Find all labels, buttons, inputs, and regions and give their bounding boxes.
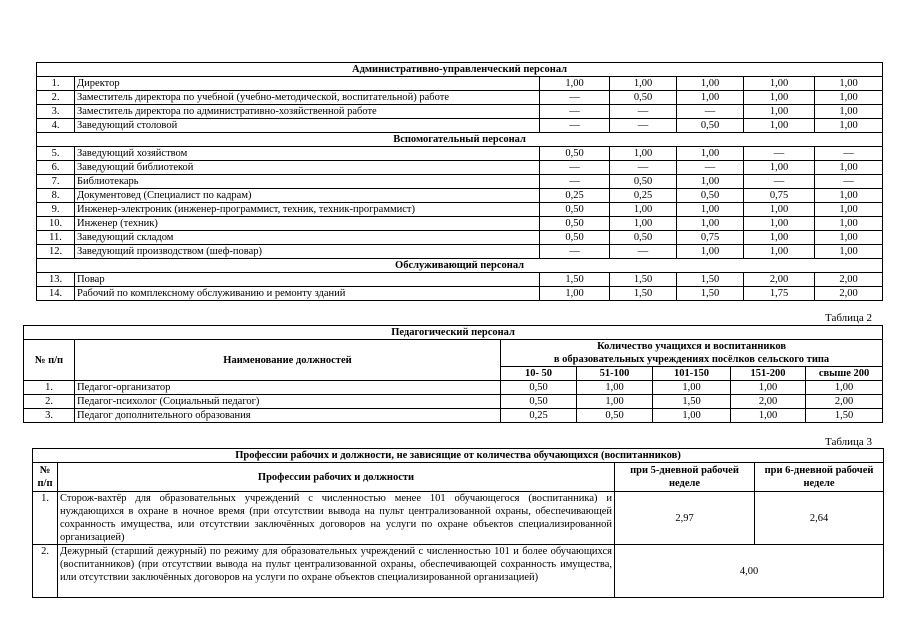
range-header: 151-200 (731, 367, 806, 381)
row-number: 9. (37, 203, 75, 217)
row-value: 1,50 (806, 409, 883, 423)
row-name: Документовед (Специалист по кадрам) (75, 189, 540, 203)
range-header: 10- 50 (501, 367, 577, 381)
row-value: 1,00 (744, 77, 815, 91)
table-row (37, 273, 883, 287)
row-value: 1,00 (815, 189, 883, 203)
row-value: 1,50 (610, 273, 677, 287)
row-value: 1,00 (744, 217, 815, 231)
table-row (24, 395, 883, 409)
row-number: 11. (37, 231, 75, 245)
row-value: 1,00 (744, 231, 815, 245)
row-value-5day: 2,97 (615, 492, 755, 545)
row-value: 1,00 (677, 203, 744, 217)
section-title: Административно-управленческий персонал (37, 63, 883, 77)
section-header-row (37, 63, 883, 77)
row-value: 1,00 (677, 91, 744, 105)
row-value: 0,50 (677, 189, 744, 203)
row-value: 2,00 (815, 273, 883, 287)
row-number: 13. (37, 273, 75, 287)
row-number: 3. (24, 409, 75, 423)
row-name: Педагог дополнительного образования (75, 409, 501, 423)
table-3-title: Профессии рабочих и должности, не зависящие от количества обучающихся (воспитанников) (33, 449, 884, 463)
row-value: 1,00 (815, 161, 883, 175)
row-value: 1,00 (744, 203, 815, 217)
table-row (37, 217, 883, 231)
table-3-col-name: Профессии рабочих и должности (58, 463, 615, 492)
row-value: — (540, 245, 610, 259)
section-title: Обслуживающий персонал (37, 259, 883, 273)
row-value: 0,50 (577, 409, 653, 423)
row-value: — (540, 175, 610, 189)
table-row (37, 287, 883, 301)
row-name: Заместитель директора по административно-хозяйственной работе (75, 105, 540, 119)
row-value: 0,50 (540, 147, 610, 161)
table-row (33, 492, 884, 545)
row-value: 0,50 (540, 231, 610, 245)
range-header: свыше 200 (806, 367, 883, 381)
table-3-col-5day: при 5-дневной рабочей неделе (615, 463, 755, 492)
row-name: Инженер (техник) (75, 217, 540, 231)
table-2-group-header-line1: Количество учащихся и воспитанников (597, 341, 787, 352)
row-number: 12. (37, 245, 75, 259)
row-name: Сторож-вахтёр для образовательных учреждений с численностью менее 101 обучающегося (воспитанника) и нуждающихся в охране в ночное время (при отсутствии вывода на пульт централизованной охраны, обеспечивающей сохранность имущества, или отсутствии заключённых договоров на услуги по охране объектов специализированной организацией) (58, 492, 615, 545)
row-name: Педагог-организатор (75, 381, 501, 395)
row-value: 1,00 (653, 381, 731, 395)
row-value: 0,25 (540, 189, 610, 203)
row-name: Директор (75, 77, 540, 91)
row-name: Педагог-психолог (Социальный педагог) (75, 395, 501, 409)
row-value: 1,00 (677, 175, 744, 189)
row-value: — (610, 119, 677, 133)
row-number: 1. (33, 492, 58, 545)
row-name: Инженер-электроник (инженер-программист, техник, техник-программист) (75, 203, 540, 217)
row-number: 8. (37, 189, 75, 203)
row-value: 2,00 (731, 395, 806, 409)
table-row (37, 203, 883, 217)
table-row (37, 189, 883, 203)
row-number: 2. (33, 545, 58, 598)
row-value: — (744, 175, 815, 189)
row-value: 1,00 (731, 381, 806, 395)
table-3-col-6day: при 6-дневной рабочей неделе (755, 463, 884, 492)
row-value: 0,75 (677, 231, 744, 245)
row-value: 1,00 (610, 147, 677, 161)
row-value: — (610, 105, 677, 119)
row-value: 1,00 (744, 91, 815, 105)
table-3-col-no (33, 463, 58, 492)
table-2-col-name: Наименование должностей (75, 340, 501, 381)
table-row (37, 77, 883, 91)
row-value: 0,50 (501, 395, 577, 409)
workers-table (32, 448, 884, 598)
row-value: 1,00 (806, 381, 883, 395)
row-value: 2,00 (806, 395, 883, 409)
table-3-col-no-line1: № (39, 465, 51, 476)
workers-table-body (33, 449, 884, 598)
row-name: Заместитель директора по учебной (учебно-методической, воспитательной) работе (75, 91, 540, 105)
row-number: 1. (24, 381, 75, 395)
table-2-group-header-line2: в образовательных учреждениях посёлков сельского типа (553, 354, 830, 365)
table-2-title: Педагогический персонал (24, 326, 883, 340)
table-row (37, 105, 883, 119)
row-value: 1,00 (677, 217, 744, 231)
row-value: 0,25 (610, 189, 677, 203)
row-value: 0,50 (610, 91, 677, 105)
row-number: 2. (24, 395, 75, 409)
table-row (33, 545, 884, 598)
row-name: Рабочий по комплексному обслуживанию и ремонту зданий (75, 287, 540, 301)
section-header-row (37, 259, 883, 273)
row-value: 1,00 (610, 217, 677, 231)
row-value: 1,00 (815, 203, 883, 217)
row-value: — (815, 147, 883, 161)
table-2-group-header (501, 340, 883, 367)
pedagogical-staff-table-body (24, 326, 883, 423)
row-value: 1,00 (653, 409, 731, 423)
staff-table-1-body (37, 63, 883, 301)
row-value: 0,25 (501, 409, 577, 423)
row-number: 6. (37, 161, 75, 175)
row-value: 1,00 (577, 381, 653, 395)
row-value: 0,50 (501, 381, 577, 395)
row-number: 2. (37, 91, 75, 105)
row-value: 1,00 (540, 287, 610, 301)
table-row (37, 231, 883, 245)
table-row (37, 91, 883, 105)
staff-table-1 (36, 62, 883, 301)
pedagogical-staff-table (23, 325, 883, 423)
row-name: Заведующий библиотекой (75, 161, 540, 175)
row-value: 1,00 (815, 217, 883, 231)
row-name: Повар (75, 273, 540, 287)
section-header-row (37, 133, 883, 147)
row-value: 1,00 (815, 119, 883, 133)
row-name: Библиотекарь (75, 175, 540, 189)
range-header: 51-100 (577, 367, 653, 381)
row-value: — (815, 175, 883, 189)
row-value: 1,50 (677, 287, 744, 301)
row-value: 0,50 (677, 119, 744, 133)
table-row (37, 245, 883, 259)
row-name: Заведующий складом (75, 231, 540, 245)
row-value: 0,50 (540, 203, 610, 217)
row-value: — (540, 119, 610, 133)
range-header: 101-150 (653, 367, 731, 381)
table-2-caption: Таблица 2 (825, 312, 873, 324)
row-number: 14. (37, 287, 75, 301)
row-value: 2,00 (744, 273, 815, 287)
row-value: 1,00 (731, 409, 806, 423)
row-value: 1,75 (744, 287, 815, 301)
row-value: 1,50 (677, 273, 744, 287)
row-value: 1,00 (744, 245, 815, 259)
table-row (37, 161, 883, 175)
table-row (37, 119, 883, 133)
row-value-both: 4,00 (615, 545, 884, 598)
row-value: 1,00 (677, 77, 744, 91)
row-value: 0,50 (540, 217, 610, 231)
row-number: 4. (37, 119, 75, 133)
table-3-col-no-line2: п/п (37, 478, 53, 489)
row-value: 0,50 (610, 231, 677, 245)
row-value: 0,50 (610, 175, 677, 189)
table-row (37, 147, 883, 161)
table-row (37, 175, 883, 189)
row-number: 5. (37, 147, 75, 161)
row-value: 1,00 (610, 77, 677, 91)
row-name: Дежурный (старший дежурный) по режиму для образовательных учреждений с численностью 101 и более обучающихся (воспитанников) (при отсутствии вывода на пульт централизованной охраны, обеспечивающей сохранность имущества, или отсутствии заключённых договоров на услуги по охране объектов специализированной организацией) (58, 545, 615, 598)
row-value: 1,00 (815, 231, 883, 245)
row-value: 1,00 (815, 105, 883, 119)
table-2-col-no: № п/п (24, 340, 75, 381)
row-number: 10. (37, 217, 75, 231)
row-value: — (540, 161, 610, 175)
row-value-6day: 2,64 (755, 492, 884, 545)
row-value: — (540, 105, 610, 119)
row-value: — (610, 245, 677, 259)
table-row (24, 381, 883, 395)
row-value: 1,00 (610, 203, 677, 217)
row-value: 1,00 (815, 245, 883, 259)
row-value: 1,00 (677, 245, 744, 259)
row-name: Заведующий столовой (75, 119, 540, 133)
row-value: — (744, 147, 815, 161)
row-value: 1,00 (744, 161, 815, 175)
row-value: 0,75 (744, 189, 815, 203)
row-value: 1,00 (677, 147, 744, 161)
row-value: — (677, 105, 744, 119)
row-value: 1,50 (540, 273, 610, 287)
row-value: 1,00 (577, 395, 653, 409)
row-value: — (677, 161, 744, 175)
row-value: 1,50 (653, 395, 731, 409)
row-value: — (610, 161, 677, 175)
row-value: 1,00 (540, 77, 610, 91)
row-value: 1,50 (610, 287, 677, 301)
row-number: 3. (37, 105, 75, 119)
row-value: 1,00 (815, 77, 883, 91)
row-number: 1. (37, 77, 75, 91)
table-row (24, 409, 883, 423)
row-name: Заведующий производством (шеф-повар) (75, 245, 540, 259)
row-number: 7. (37, 175, 75, 189)
row-name: Заведующий хозяйством (75, 147, 540, 161)
row-value: — (540, 91, 610, 105)
section-title: Вспомогательный персонал (37, 133, 883, 147)
row-value: 1,00 (744, 119, 815, 133)
row-value: 1,00 (744, 105, 815, 119)
row-value: 2,00 (815, 287, 883, 301)
table-3-caption: Таблица 3 (825, 436, 873, 448)
row-value: 1,00 (815, 91, 883, 105)
